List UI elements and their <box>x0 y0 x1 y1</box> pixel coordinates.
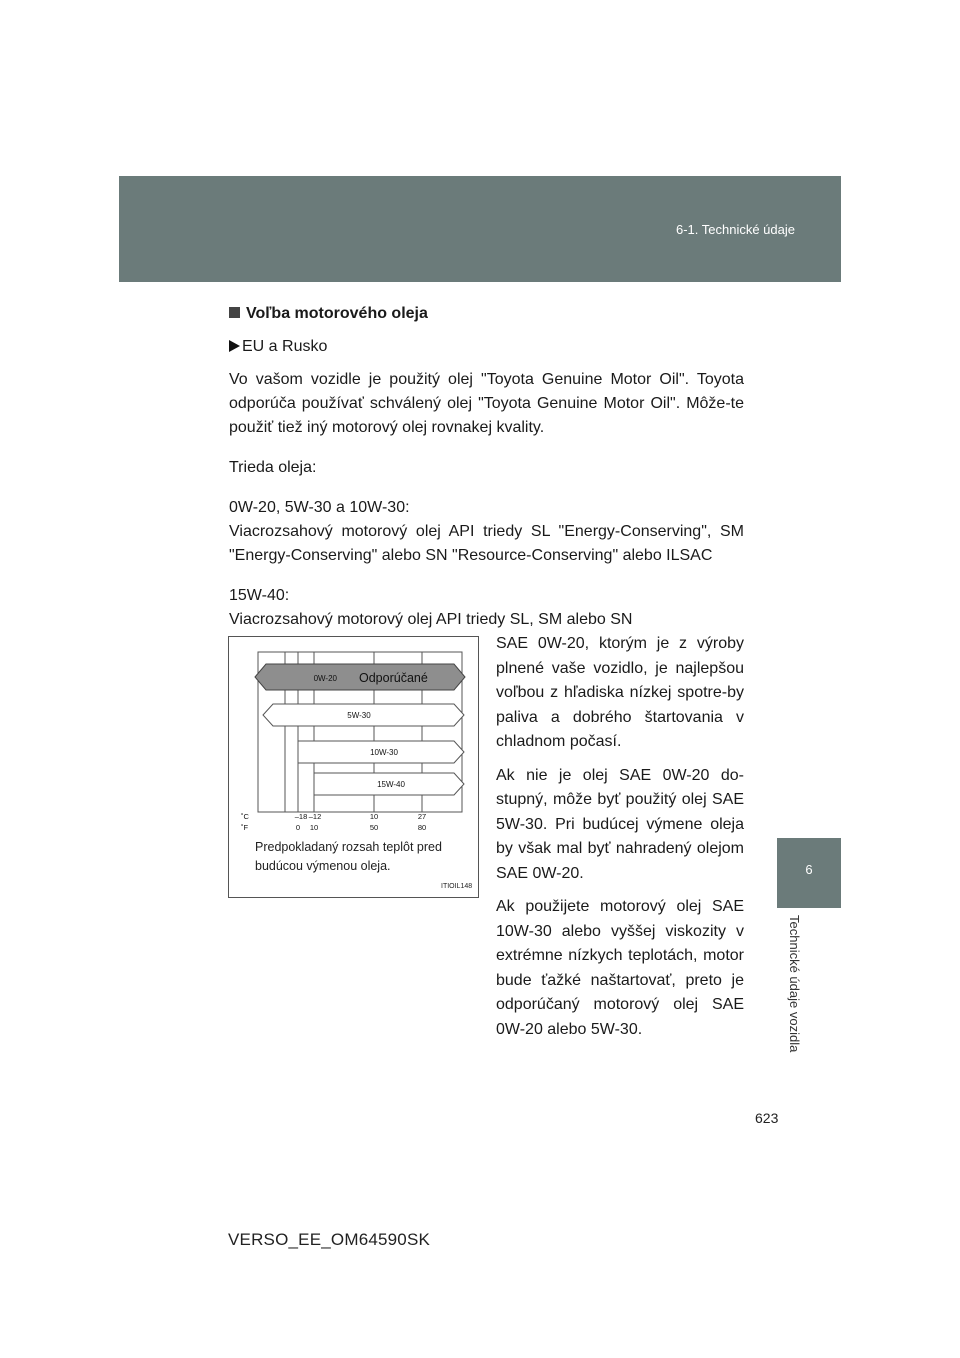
fahrenheit-tick: 50 <box>369 823 379 832</box>
grade2-text: Viacrozsahový motorový olej API triedy SL, SM alebo SN <box>229 611 633 628</box>
square-bullet-icon <box>229 307 240 318</box>
header-band <box>119 176 841 282</box>
celsius-tick: –12 <box>308 812 322 821</box>
section-heading <box>229 302 744 326</box>
grade2-title: 15W-40: <box>229 587 290 604</box>
footer-code: VERSO_EE_OM64590SK <box>228 1230 431 1249</box>
main-content <box>229 302 744 672</box>
chapter-number: 6 <box>805 862 813 877</box>
region-text: EU a Rusko <box>242 338 328 355</box>
bar-10w30-label: 10W-30 <box>370 748 398 757</box>
bar-5w30-label: 5W-30 <box>347 711 371 720</box>
figure-code: ITIOIL148 <box>441 883 473 890</box>
viscosity-figure <box>228 636 479 898</box>
fahrenheit-tick: 0 <box>295 823 301 832</box>
right-paragraph: SAE 0W-20, ktorým je z výroby plnené vaše vozidlo, je najlepšou voľbou z hľadiska nízkej spotre-by paliva a dobrého štartovania v chladnom počasí. <box>496 635 744 750</box>
celsius-tick: 27 <box>417 812 427 821</box>
fahrenheit-unit: ˚F <box>241 823 249 832</box>
right-paragraph: Ak použijete motorový olej SAE 10W-30 alebo vyššej viskozity v extrémne nízkych teplotách, motor bude ťažké naštartovať, preto je odporúčaný motorový olej SAE 0W-20 alebo 5W-30. <box>496 898 744 1038</box>
triangle-bullet-icon <box>229 340 240 352</box>
grade1-text: Viacrozsahový motorový olej API triedy SL "Energy-Conserving", SM "Energy-Conserving" alebo SN "Resource-Conserving" alebo ILSAC <box>229 523 744 564</box>
chapter-label: Technické údaje vozidla <box>787 915 802 1053</box>
bar-15w40-label: 15W-40 <box>377 780 405 789</box>
grade-label: Trieda oleja: <box>229 459 317 476</box>
right-column <box>496 632 744 1051</box>
heading-text: Voľba motorového oleja <box>246 305 428 322</box>
region-label <box>229 335 744 359</box>
fahrenheit-tick: 10 <box>309 823 319 832</box>
figure-caption: Predpokladaný rozsah teplôt pred budúcou výmenou oleja. <box>255 840 442 873</box>
celsius-tick: –18 <box>294 812 308 821</box>
right-paragraph: Ak nie je olej SAE 0W-20 do-stupný, môže byť použitý olej SAE 5W-30. Pri budúcej výmene oleja by však mal byť nahradený olejom SAE 0W-20. <box>496 766 744 882</box>
celsius-tick: 10 <box>369 812 379 821</box>
section-title: 6-1. Technické údaje <box>675 222 795 237</box>
bar-0w20-label: 0W-20 <box>313 674 337 683</box>
fahrenheit-tick: 80 <box>417 823 427 832</box>
chapter-tab[interactable] <box>777 838 841 908</box>
bar-0w20-recommended-label: Odporúčané <box>359 671 428 685</box>
celsius-unit: ˚C <box>241 812 249 821</box>
page-number: 623 <box>755 1110 779 1126</box>
intro-paragraph: Vo vašom vozidle je použitý olej "Toyota Genuine Motor Oil". Toyota odporúča používať schválený olej "Toyota Genuine Motor Oil". Môže-te použiť tiež iný motorový olej rovnakej kvality. <box>229 371 744 436</box>
grade1-title: 0W-20, 5W-30 a 10W-30: <box>229 499 410 516</box>
